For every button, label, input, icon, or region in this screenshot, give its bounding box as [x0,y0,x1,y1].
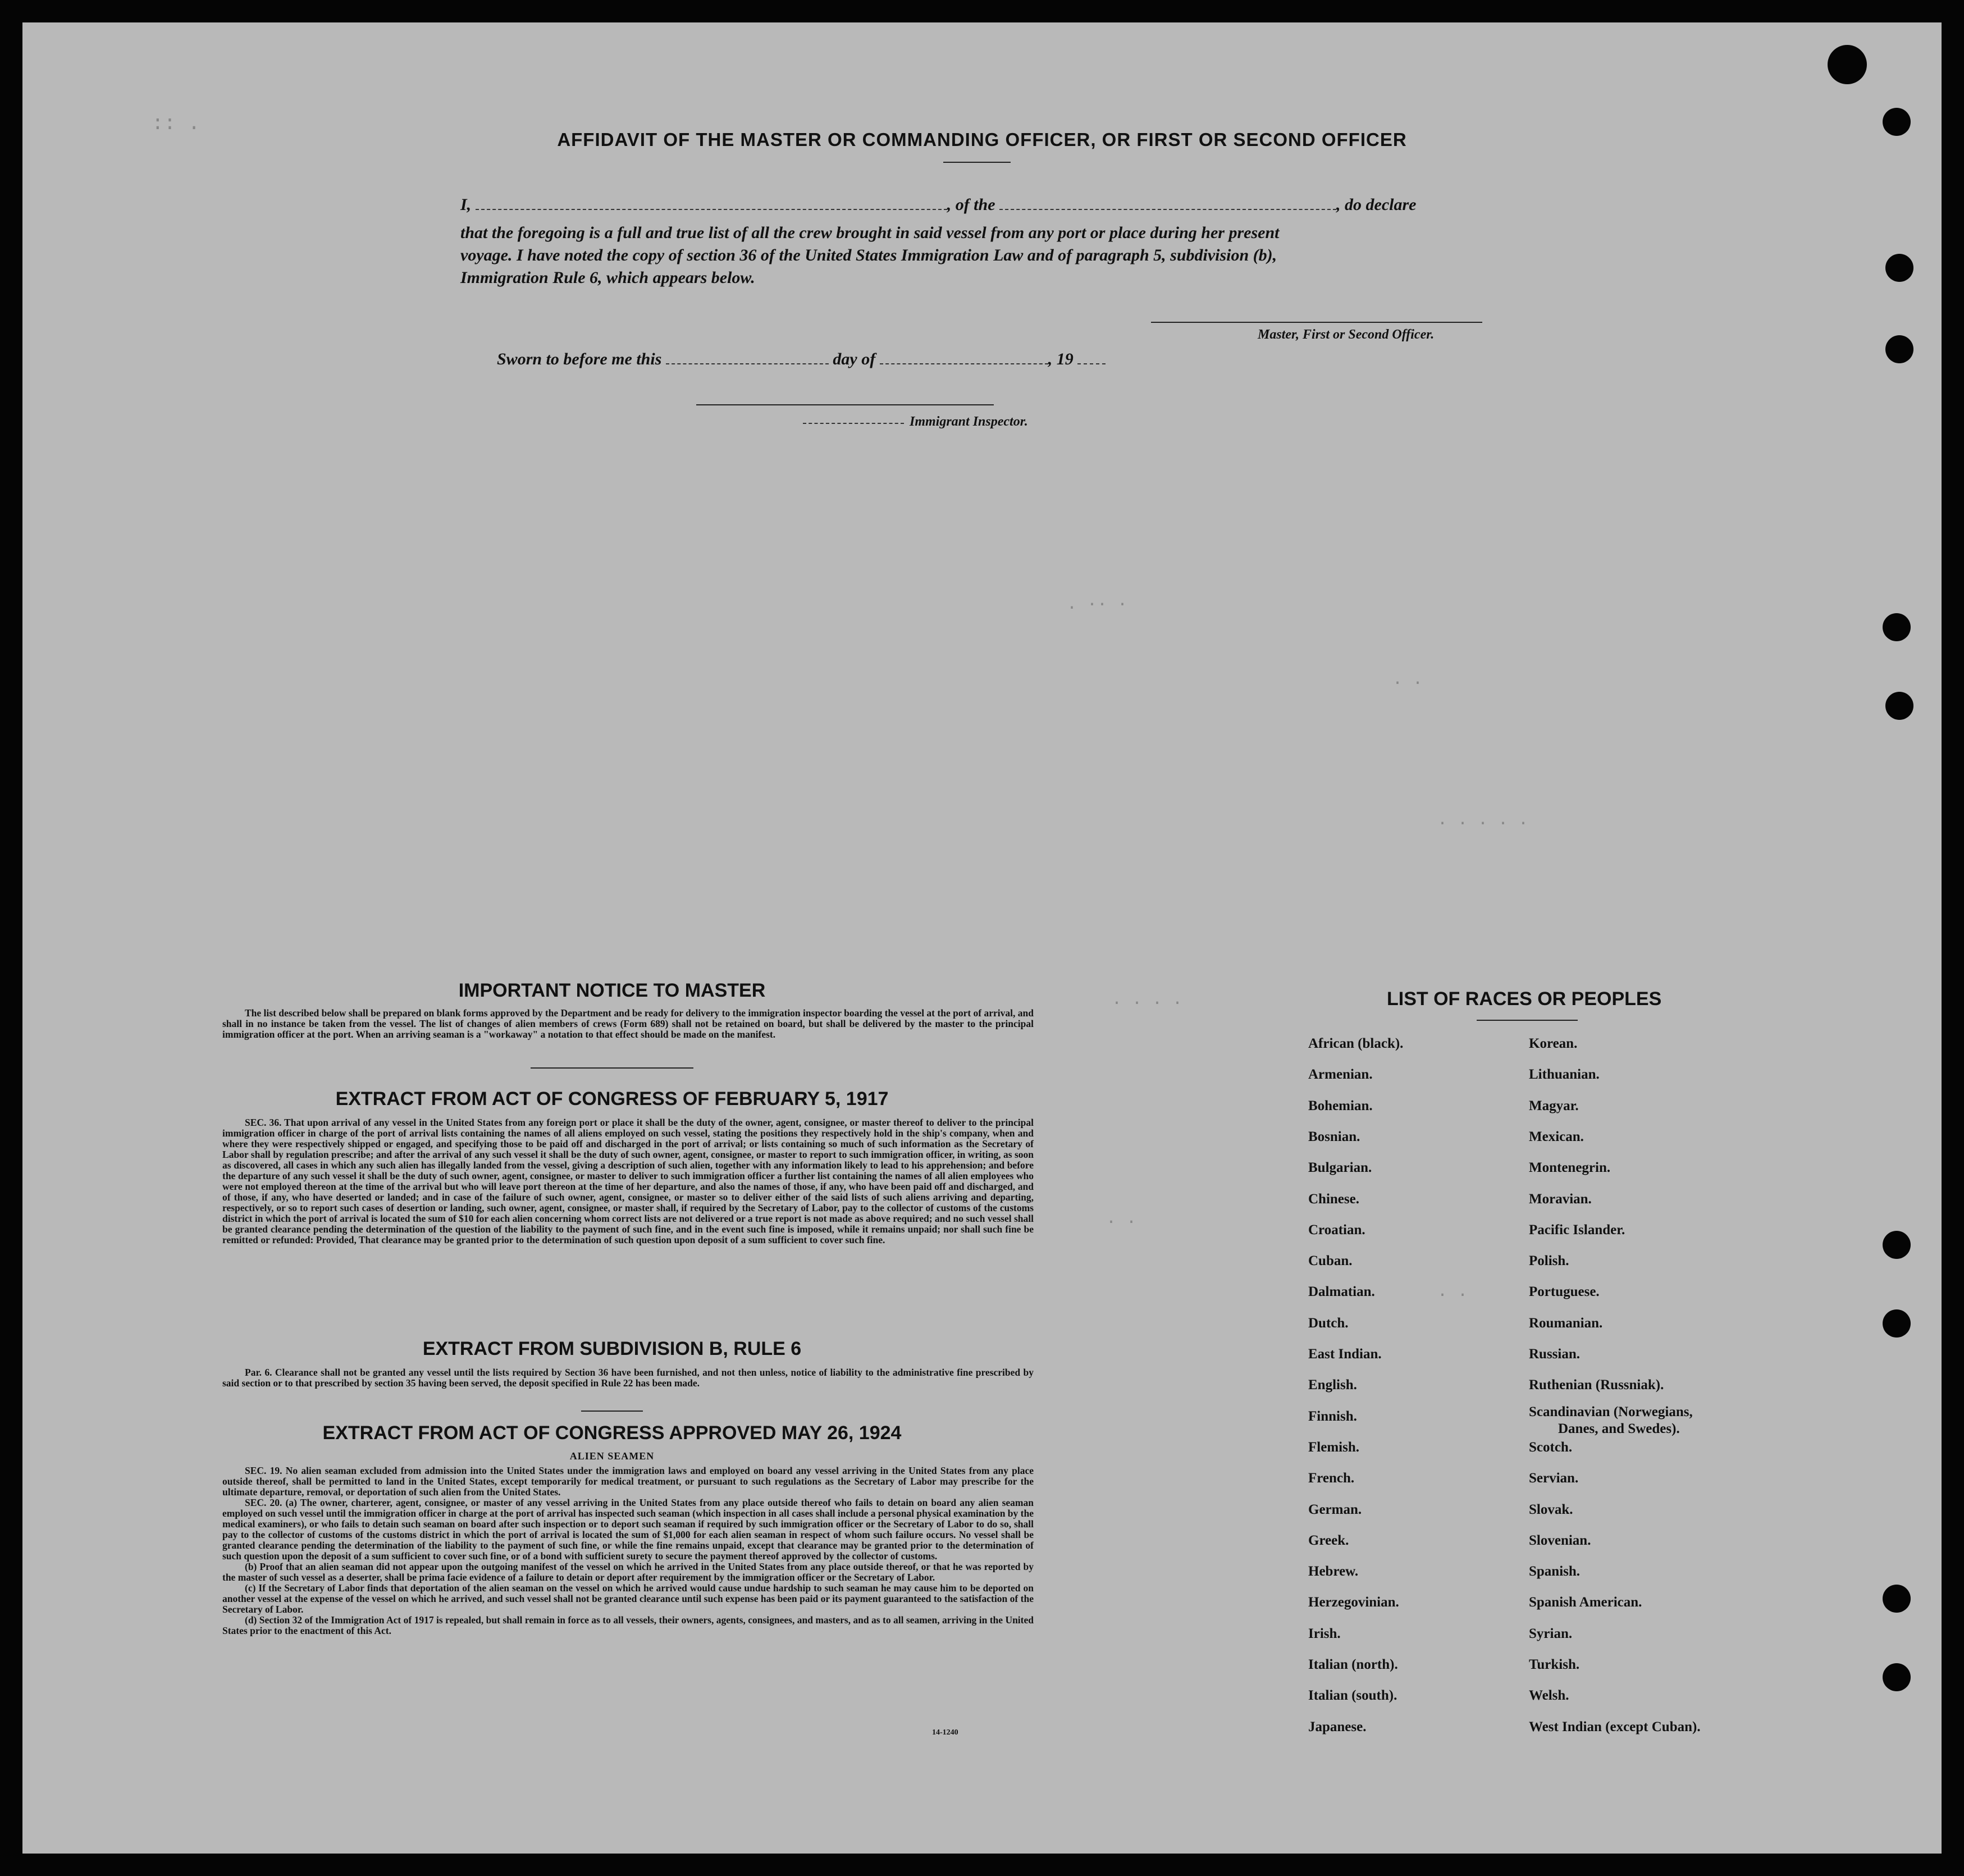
signature-label: Master, First or Second Officer. [1258,327,1435,342]
binder-hole [1883,1585,1911,1613]
race-item: Dutch. [1308,1315,1349,1331]
signature-line[interactable] [1151,322,1482,323]
race-item: Moravian. [1529,1191,1592,1207]
race-item: Slovak. [1529,1501,1573,1517]
race-item: Polish. [1529,1253,1569,1269]
extract-1924-paragraph: (d) Section 32 of the Immigration Act of 1917 is repealed, but shall remain in force as to all vessels, their owners, agents, consignees, and masters, and as to all seamen, arriving in the United States prior to the enactment of this Act. [222,1614,1034,1636]
extract-1924-paragraph: SEC. 20. (a) The owner, charterer, agent, consignee, or master of any vessel arriving in the United States from any place outside thereof who fails to detain on board any alien seaman employed on such vessel until the immigration officer in charge at the port of arrival has inspected such seaman (which inspection in all cases shall include a personal physical examination by the medical examiners), or who fails to detain such seaman on board after such inspection or to deport such seaman if required by such immigration officer or the Secretary of Labor to do so, shall pay to the collector of customs of the customs district in which the port of arrival is located the sum of $1,000 for each alien seaman in respect of whom such failure occurs. No vessel shall be granted clearance pending the determination of the liability to the payment of such fine, or while the fine remains unpaid, except that clearance may be granted prior to the determination of such question upon the deposit of a sum sufficient to cover such fine, or of a bond with sufficient surety to secure the payment thereof approved by the collector of customs. [222,1497,1034,1562]
race-item: West Indian (except Cuban). [1529,1719,1701,1734]
race-item: Italian (south). [1308,1688,1397,1704]
inspector-label: Immigrant Inspector. [910,414,1028,429]
race-item: Herzegovinian. [1308,1595,1399,1610]
race-item: Korean. [1529,1036,1578,1051]
sworn-label: Sworn to before me this [497,350,662,368]
day-of-label: day of [833,350,876,368]
binder-hole [1883,1663,1911,1691]
race-item: Hebrew. [1308,1564,1359,1580]
affidavit-declaration-line [460,194,1550,216]
race-item: Cuban. [1308,1253,1353,1269]
affidavit-text-line: Immigration Rule 6, which appears below. [460,268,755,287]
race-item: Dalmatian. [1308,1284,1375,1300]
race-item: Lithuanian. [1529,1067,1600,1083]
sworn-month-field[interactable] [880,350,1048,364]
affidavit-text-line: voyage. I have noted the copy of section 36 of the United States Immigration Law and of paragraph 5, subdivision (b), [460,246,1277,264]
bleed-through-marks: · · · · · [1437,814,1529,833]
race-item: Magyar. [1529,1098,1579,1113]
bleed-through-marks: · · [1437,1286,1468,1305]
race-item: Welsh. [1529,1688,1569,1704]
binder-hole [1885,335,1913,363]
do-declare-label: , do declare [1336,195,1417,214]
form-number: 14-1240 [932,1728,958,1737]
race-item: Turkish. [1529,1657,1580,1672]
race-item: East Indian. [1308,1346,1382,1362]
extract-rule6-body [222,1367,1034,1389]
race-item: Greek. [1308,1532,1349,1548]
bleed-through-marks: · · [1106,1213,1137,1232]
inspector-signature-line[interactable] [696,404,994,405]
race-item: Spanish. [1529,1564,1581,1580]
race-item: Montenegrin. [1529,1160,1611,1176]
binder-hole [1883,1309,1911,1338]
bleed-through-marks: . ·· · [1067,595,1128,614]
bleed-through-marks: :: . [152,112,200,135]
of-the-label: , of the [947,195,995,214]
extract-1917-body [222,1117,1034,1245]
race-item: Finnish. [1308,1408,1357,1424]
race-item: Flemish. [1308,1439,1359,1455]
sworn-day-field[interactable] [666,350,829,364]
important-notice-paragraph: The list described below shall be prepared on blank forms approved by the Department and be ready for delivery to the immigration inspector boarding the vessel at the port of arrival, and shall in no instance be taken from the vessel. The list of changes of alien members of crews (Form 689) shall not be retained on board, but shall be delivered by the master to the principal immigration officer at the port. When an arriving seaman is a "workaway" a notation to that effect should be made on the manifest. [222,1007,1034,1040]
race-item: Irish. [1308,1626,1341,1641]
race-item: Syrian. [1529,1626,1573,1641]
races-title-underline [1477,1020,1578,1021]
race-item: Scotch. [1529,1439,1573,1455]
race-item: Bosnian. [1308,1129,1360,1144]
inspector-dash-line [803,423,904,424]
extract-rule6-paragraph: Par. 6. Clearance shall not be granted any vessel until the lists required by Section 36 have been furnished, and not then unless, notice of liability to the administrative fine prescribed by said section or to that prescribed by section 35 having been served, the deposit specified in Rule 22 has been made. [222,1367,1034,1389]
race-item: Servian. [1529,1471,1579,1486]
binder-hole [1883,1231,1911,1259]
race-item: Armenian. [1308,1067,1373,1083]
race-item: English. [1308,1377,1357,1393]
affidavit-i-label: I, [460,195,472,214]
vessel-name-field[interactable] [999,195,1336,210]
section-divider [531,1067,693,1069]
binder-hole [1883,613,1911,641]
race-item: Scandinavian (Norwegians, [1529,1404,1693,1419]
race-item: Japanese. [1308,1719,1367,1734]
affidavit-text-line: that the foregoing is a full and true list of all the crew brought in said vessel from any port or place during her present [460,223,1280,242]
extract-1917-title: EXTRACT FROM ACT OF CONGRESS OF FEBRUARY 5, 1917 [335,1088,889,1110]
race-item: Chinese. [1308,1191,1359,1207]
race-item: Slovenian. [1529,1532,1591,1548]
race-item: French. [1308,1471,1355,1486]
bleed-through-marks: · · [1392,674,1423,693]
title-underline [943,162,1011,163]
affidavit-title: AFFIDAVIT OF THE MASTER OR COMMANDING OFFICER, OR FIRST OR SECOND OFFICER [557,129,1407,150]
extract-rule6-title: EXTRACT FROM SUBDIVISION B, RULE 6 [422,1338,802,1359]
race-item: German. [1308,1501,1362,1517]
race-item: Pacific Islander. [1529,1222,1625,1238]
race-item: Portuguese. [1529,1284,1600,1300]
document-page [22,22,1942,1854]
races-list-title: LIST OF RACES OR PEOPLES [1387,988,1662,1010]
race-item: Russian. [1529,1346,1581,1362]
race-item: African (black). [1308,1036,1404,1051]
extract-1924-body [222,1466,1034,1636]
bleed-through-marks: · · · · [1112,994,1183,1013]
sworn-year-field[interactable] [1077,350,1106,364]
race-item: Bulgarian. [1308,1160,1372,1176]
extract-1924-paragraph: (c) If the Secretary of Labor finds that deportation of the alien seaman on the vessel on which he arrived would cause undue hardship to such seaman he may cause him to be deported on another vessel at the expense of the vessel on which he arrived, and such vessel shall not be granted clearance until such expense has been paid or its payment guaranteed to the satisfaction of the Secretary of Labor. [222,1582,1034,1615]
important-notice-title: IMPORTANT NOTICE TO MASTER [458,980,766,1001]
race-item: Italian (north). [1308,1657,1398,1672]
race-item: Mexican. [1529,1129,1584,1144]
extract-1924-title: EXTRACT FROM ACT OF CONGRESS APPROVED MAY 26, 1924 [322,1422,902,1444]
race-item: Bohemian. [1308,1098,1373,1113]
binder-hole [1885,254,1913,282]
extract-1924-paragraph: SEC. 19. No alien seaman excluded from admission into the United States under the immigration laws and employed on board any vessel arriving in the United States from any place outside thereof, shall be permitted to land in the United States, except temporarily for medical treatment, or pursuant to such regulations as the Secretary of Labor may prescribe for the ultimate departure, removal, or deportation of such alien from the United States. [222,1465,1034,1498]
extract-1924-paragraph: (b) Proof that an alien seaman did not appear upon the outgoing manifest of the vessel on which he arrived in the United States from any place outside thereof, or that he was reported by the master of such vessel as a deserter, shall be prima facie evidence of a failure to detain or deport after requirement by the immigration officer or the Secretary of Labor. [222,1561,1034,1583]
year-label: , 19 [1048,350,1074,368]
binder-hole [1885,692,1913,720]
section-divider [581,1411,643,1412]
race-item: Danes, and Swedes). [1558,1421,1680,1436]
race-item: Roumanian. [1529,1315,1603,1331]
sworn-line [497,348,1283,371]
extract-1917-paragraph: SEC. 36. That upon arrival of any vessel in the United States from any foreign port or place it shall be the duty of the owner, agent, consignee, or master thereof to deliver to the principal immigration officer in charge of the port of arrival lists containing the names of all aliens employed on such vessel, stating the positions they respectively hold in the ship's company, when and where they were respectively shipped or engaged, and specifying those to be paid off and discharged in the port of arrival; or lists containing so much of such information as the Secretary of Labor shall by regulation prescribe; and after the arrival of any such vessel it shall be the duty of such owner, agent, consignee, or master to report to such immigration officer, in writing, as soon as discovered, all cases in which any such alien has illegally landed from the vessel, giving a description of such alien, together with any information likely to lead to his apprehension; and before the departure of any such vessel it shall be the duty of such owner, agent, consignee, or master to deliver to such immigration officer a further list containing the names of all alien employees who were not employed thereon at the time of the arrival but who will leave port thereon at the time of her departure, and also the names of those, if any, who have been paid off and discharged, and of those, if any, who have deserted or landed; and in case of the failure of such owner, agent, consignee, or master so to deliver either of the said lists of such aliens arriving and departing, respectively, or so to report such cases of desertion or landing, such owner, agent, consignee, or master shall, if required by the Secretary of Labor, pay to the collector of customs of the customs district in which the port of arrival is located the sum of $10 for each alien concerning whom correct lists are not delivered or a true report is not made as above required; and no such vessel shall be granted clearance pending the determination of the question of the liability to the payment of such fine, and in the event such fine is imposed, while it remains unpaid; nor shall such fine be remitted or refunded: Provided, That clearance may be granted prior to the determination of such question upon deposit of a sum sufficient to cover such fine. [222,1117,1034,1245]
race-item: Spanish American. [1529,1595,1642,1610]
officer-name-field[interactable] [476,195,947,210]
race-item: Croatian. [1308,1222,1365,1238]
punched-corner-hole [1828,45,1867,84]
race-item: Ruthenian (Russniak). [1529,1377,1664,1393]
important-notice-body [222,1008,1034,1040]
extract-1924-subtitle: ALIEN SEAMEN [569,1450,655,1462]
